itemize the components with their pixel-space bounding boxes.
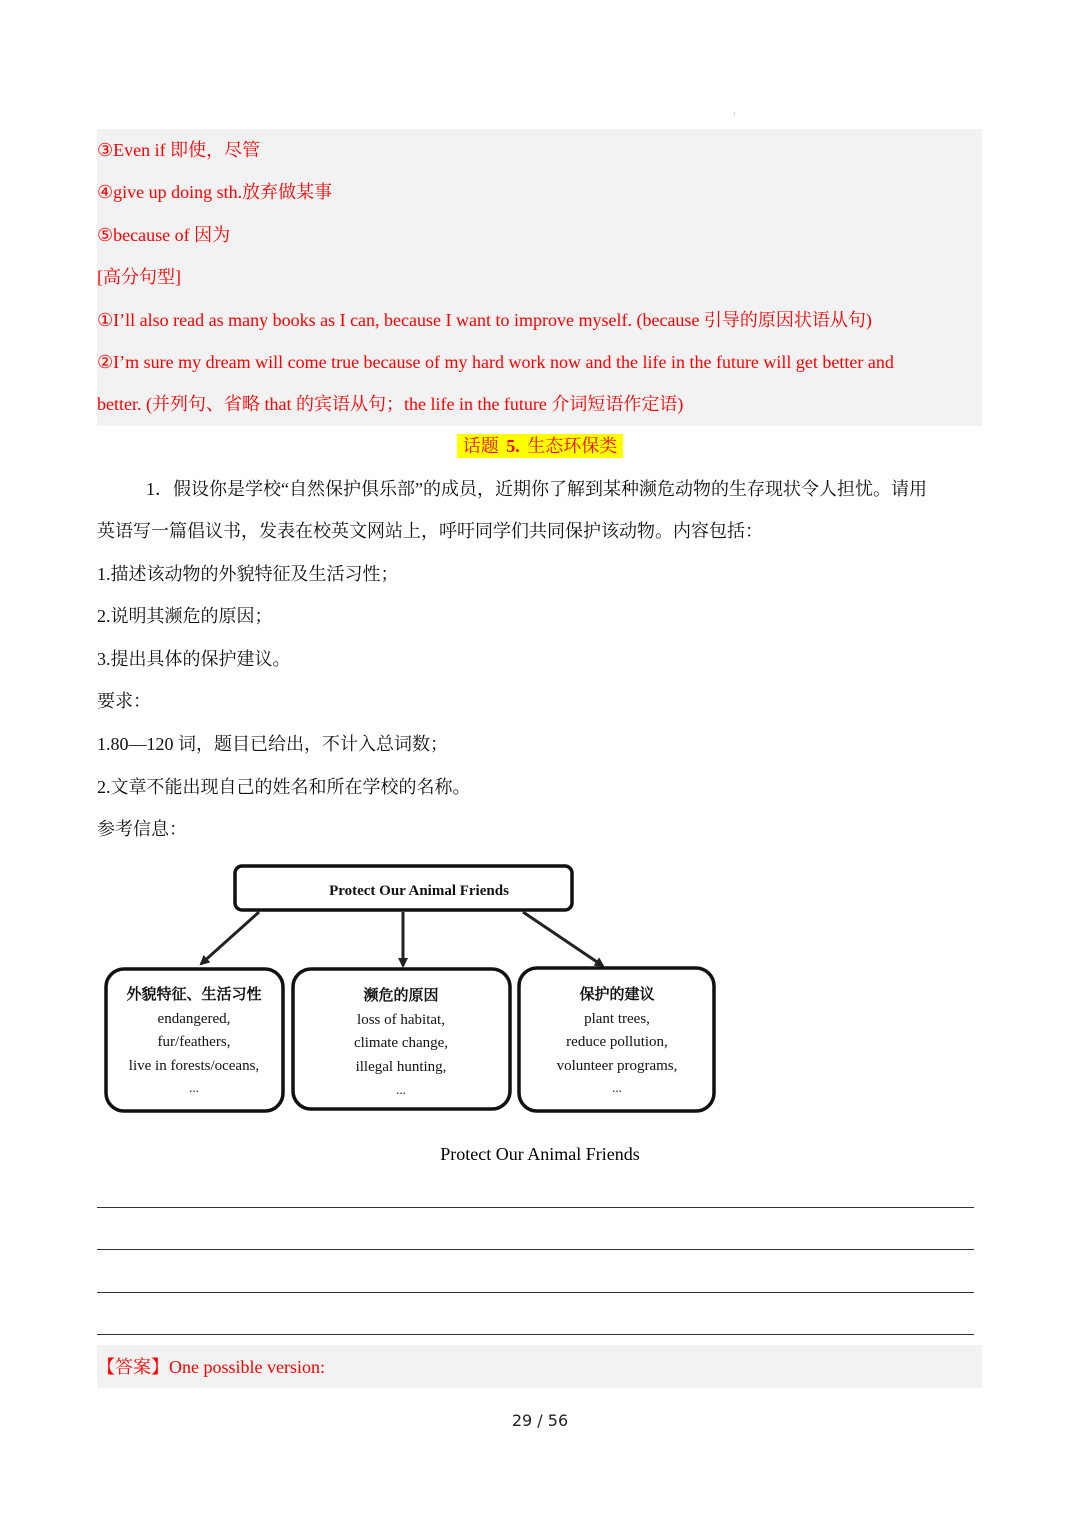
diagram-box-line: illegal hunting,: [355, 1059, 447, 1075]
reference-heading: 参考信息：: [97, 819, 187, 839]
prompt-text: 1．假设你是学校“自然保护俱乐部”的成员，近期你了解到某种濒危动物的生存现状令人担忧。请用: [146, 479, 927, 499]
diagram-box-line: fur/feathers,: [157, 1034, 231, 1050]
requirement-item: 1.80—120 词，题目已给出，不计入总词数；: [97, 734, 448, 754]
diagram-box-line: ...: [189, 1080, 199, 1095]
writing-line[interactable]: [97, 1292, 974, 1293]
phrase-item: ④give up doing sth.放弃做某事: [97, 182, 333, 202]
diagram-box-line: endangered,: [157, 1011, 231, 1027]
diagram-arrow: [523, 912, 603, 966]
sentence-pattern-2: ②I’m sure my dream will come true because of my hard work now and the life in the future will get better and: [97, 352, 894, 372]
content-item: 3.提出具体的保护建议。: [97, 649, 291, 669]
reference-diagram: [97, 860, 722, 1120]
answer-label: 【答案】: [97, 1357, 169, 1377]
phrase-item: ③Even if 即使，尽管: [97, 140, 261, 160]
diagram-box-line: ...: [612, 1080, 622, 1095]
requirement-item: 2.文章不能出现自己的姓名和所在学校的名称。: [97, 777, 471, 797]
prompt-text: 英语写一篇倡议书，发表在校英文网站上，呼吁同学们共同保护该动物。内容包括：: [97, 521, 763, 541]
topic-heading: 话题 5. 生态环保类: [0, 433, 1080, 459]
diagram-box-title: 外貌特征、生活习性: [126, 987, 262, 1003]
diagram-box-line: loss of habitat,: [357, 1012, 445, 1028]
diagram-box-line: plant trees,: [584, 1011, 650, 1027]
requirements-heading: 要求：: [97, 691, 151, 711]
diagram-root-label: Protect Our Animal Friends: [329, 883, 509, 899]
diagram-box-line: ...: [396, 1082, 406, 1097]
content-item: 1.描述该动物的外貌特征及生活习性；: [97, 564, 399, 584]
diagram-box-title: 濒危的原因: [363, 988, 439, 1004]
page-number: 29 / 56: [511, 1411, 569, 1430]
answer-line: [97, 1356, 977, 1378]
writing-line[interactable]: [97, 1249, 974, 1250]
phrase-item: ⑤because of 因为: [97, 225, 231, 245]
sentence-pattern-2-cont: better. (并列句、省略 that 的宾语从句；the life in the future 介词短语作定语): [97, 394, 684, 414]
diagram-box-title: 保护的建议: [579, 987, 655, 1003]
sentence-pattern-1: ①I’ll also read as many books as I can, because I want to improve myself. (because 引导的原因状语从句): [97, 310, 872, 330]
high-score-heading: [高分句型]: [97, 267, 181, 287]
essay-title: Protect Our Animal Friends: [440, 1144, 640, 1164]
page-corner-mark: 1: [733, 112, 736, 118]
diagram-box-line: volunteer programs,: [556, 1058, 678, 1074]
diagram-box-line: live in forests/oceans,: [128, 1058, 260, 1074]
answer-text: One possible version:: [169, 1357, 325, 1377]
writing-line[interactable]: [97, 1334, 974, 1335]
writing-line[interactable]: [97, 1207, 974, 1208]
diagram-box-line: climate change,: [353, 1035, 449, 1051]
content-item: 2.说明其濒危的原因；: [97, 606, 273, 626]
diagram-arrow: [201, 912, 259, 964]
diagram-box-line: reduce pollution,: [566, 1034, 668, 1050]
